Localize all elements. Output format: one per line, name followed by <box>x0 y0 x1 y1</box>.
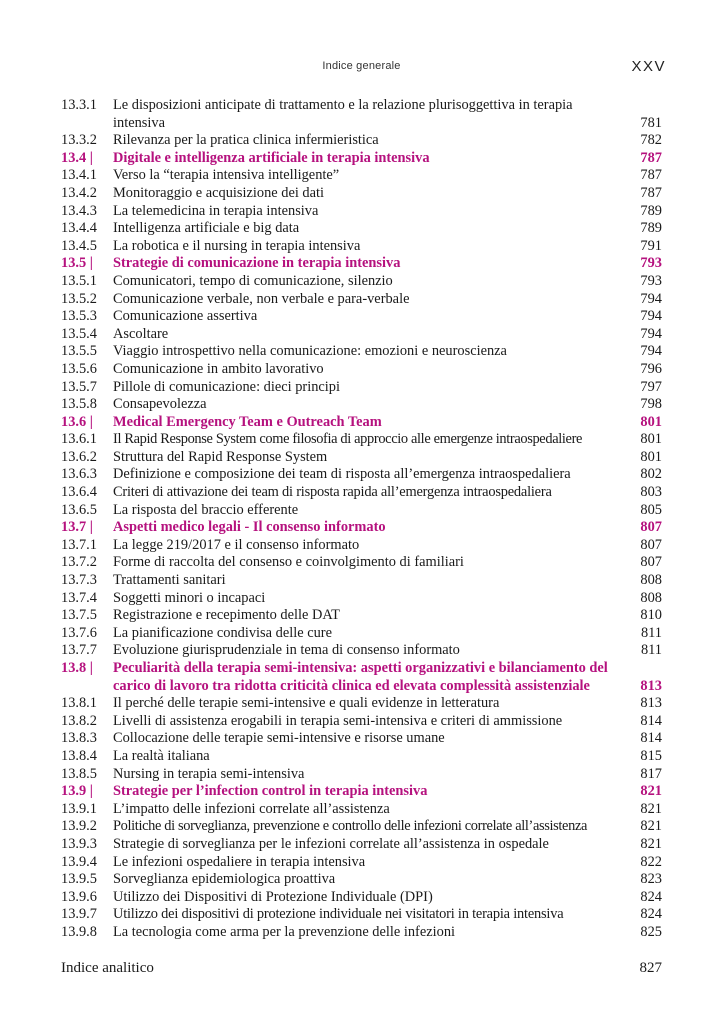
toc-entry-number: 13.9.1 <box>61 800 97 817</box>
toc-entry-title: Le disposizioni anticipate di trattamento e la relazione plurisoggettiva in terapia intensiva <box>113 97 573 131</box>
toc-entry-number: 13.8.3 <box>61 730 97 747</box>
toc-entry-page: 807 <box>640 536 662 553</box>
toc-entry-number: 13.8 | <box>61 660 93 676</box>
toc-entry-page: 801 <box>640 413 662 430</box>
toc-entry-number: 13.4.5 <box>61 237 97 254</box>
toc-entry-title: Strategie per l’infection control in terapia intensiva <box>113 783 428 800</box>
toc-entry-page: 794 <box>640 308 662 325</box>
toc-entry-page: 822 <box>640 853 662 870</box>
toc-subsection-entry[interactable] <box>61 854 662 872</box>
running-header-title: Indice generale <box>322 60 401 72</box>
toc-entry-number: 13.6 | <box>61 413 93 430</box>
toc-entry-page: 787 <box>640 167 662 184</box>
toc-entry-title: Digitale e intelligenza artificiale in terapia intensiva <box>113 149 430 166</box>
toc-entry-title: Strategie di comunicazione in terapia intensiva <box>113 255 401 272</box>
toc-section-entry[interactable] <box>61 414 662 432</box>
toc-entry-title: Comunicazione in ambito lavorativo <box>113 360 324 377</box>
toc-entry-title: Politiche di sorveglianza, prevenzione e controllo delle infezioni correlate all’assistenza <box>113 818 588 835</box>
toc-entry-page: 814 <box>640 730 662 747</box>
toc-entry-number: 13.4 | <box>61 149 93 166</box>
toc-entry-page: 823 <box>640 871 662 888</box>
toc-entry-page: 793 <box>640 255 662 272</box>
toc-entry-title: Sorveglianza epidemiologica proattiva <box>113 871 336 888</box>
toc-entry-title: Le infezioni ospedaliere in terapia intensiva <box>113 853 366 870</box>
toc-entry-title: La robotica e il nursing in terapia intensiva <box>113 237 361 254</box>
toc-subsection-entry[interactable] <box>61 871 662 889</box>
toc-entry-number: 13.5 | <box>61 255 93 272</box>
toc-subsection-entry[interactable] <box>61 590 662 608</box>
toc-entry-number: 13.8.5 <box>61 765 97 782</box>
toc-entry-page: 798 <box>640 396 662 413</box>
toc-entry-number: 13.4.2 <box>61 184 97 201</box>
toc-entry-number: 13.7.7 <box>61 642 97 659</box>
toc-subsection-entry[interactable] <box>61 466 662 484</box>
toc-entry-title: La pianificazione condivisa delle cure <box>113 624 332 641</box>
toc-subsection-entry[interactable] <box>61 326 662 344</box>
toc-entry-number: 13.4.1 <box>61 167 97 184</box>
toc-entry-page: 781 <box>640 114 662 131</box>
toc-entry-number: 13.9.6 <box>61 888 97 905</box>
toc-subsection-entry[interactable] <box>61 484 662 502</box>
toc-entry-number: 13.7.4 <box>61 589 97 606</box>
toc-entry-page: 825 <box>640 923 662 940</box>
toc-entry-title: Registrazione e recepimento delle DAT <box>113 607 340 624</box>
toc-entry-page: 821 <box>640 800 662 817</box>
toc-entry-title: La legge 219/2017 e il consenso informato <box>113 536 360 553</box>
toc-subsection-entry[interactable] <box>61 238 662 256</box>
toc-entry-page: 802 <box>640 466 662 483</box>
toc-entry-number: 13.5.8 <box>61 396 97 413</box>
toc-entry-page: 821 <box>640 835 662 852</box>
toc-subsection-entry[interactable] <box>61 291 662 309</box>
toc-entry-number: 13.9.4 <box>61 853 97 870</box>
toc-subsection-entry[interactable] <box>61 220 662 238</box>
toc-entry-title: La tecnologia come arma per la prevenzione delle infezioni <box>113 923 456 940</box>
toc-entry-page: 811 <box>640 624 662 641</box>
toc-entry-page: 811 <box>640 642 662 659</box>
toc-entry-page: 815 <box>640 747 662 764</box>
toc-subsection-entry[interactable] <box>61 554 662 572</box>
toc-entry-page: 796 <box>640 360 662 377</box>
toc-entry-page: 797 <box>640 378 662 395</box>
toc-entry-title: L’impatto delle infezioni correlate all’assistenza <box>113 800 390 817</box>
toc-entry-number: 13.9.8 <box>61 923 97 940</box>
toc-entry-title: Strategie di sorveglianza per le infezioni correlate all’assistenza in ospedale <box>113 835 549 852</box>
toc-subsection-entry[interactable] <box>61 836 662 854</box>
toc-entry-page: 793 <box>640 272 662 289</box>
toc-subsection-entry[interactable] <box>61 713 662 731</box>
running-header <box>0 58 723 78</box>
toc-entry-title: Utilizzo dei Dispositivi di Protezione Individuale (DPI) <box>113 888 433 905</box>
toc-subsection-entry[interactable] <box>61 730 662 748</box>
toc-entry-title: Medical Emergency Team e Outreach Team <box>113 413 382 430</box>
toc-entry-number: 13.5.6 <box>61 360 97 377</box>
toc-subsection-entry[interactable] <box>61 924 662 942</box>
toc-subsection-entry[interactable] <box>61 396 662 414</box>
toc-entry-title: Intelligenza artificiale e big data <box>113 220 300 237</box>
toc-entry-title: Rilevanza per la pratica clinica infermieristica <box>113 132 379 149</box>
toc-entry-number: 13.7 | <box>61 519 93 536</box>
toc-subsection-entry[interactable] <box>61 185 662 203</box>
toc-entry-number: 13.9.5 <box>61 871 97 888</box>
toc-entry-page: 807 <box>640 554 662 571</box>
toc-subsection-entry[interactable] <box>61 537 662 555</box>
toc-entry-title: Verso la “terapia intensiva intelligente” <box>113 167 340 184</box>
toc-entry-number: 13.5.4 <box>61 325 97 342</box>
toc-entry-number: 13.3.2 <box>61 132 97 149</box>
toc-entry-title: Viaggio introspettivo nella comunicazione: emozioni e neuroscienza <box>113 343 507 360</box>
toc-entry-number: 13.9.2 <box>61 818 97 835</box>
toc-entry-page: 824 <box>640 888 662 905</box>
toc-entry-number: 13.6.4 <box>61 484 97 501</box>
toc-entry-title: Comunicazione assertiva <box>113 308 258 325</box>
toc-entry-title: Comunicazione verbale, non verbale e para-verbale <box>113 290 410 307</box>
toc-entry-number: 13.9.3 <box>61 835 97 852</box>
toc-entry-title: Pillole di comunicazione: dieci principi <box>113 378 340 395</box>
toc-entry-title: Trattamenti sanitari <box>113 572 226 589</box>
toc-entry-title: La risposta del braccio efferente <box>113 501 299 518</box>
toc-subsection-entry[interactable] <box>61 889 662 907</box>
toc-entry-page: 813 <box>640 677 662 694</box>
toc-entry-page: 813 <box>640 695 662 712</box>
toc-entry-title: Forme di raccolta del consenso e coinvolgimento di familiari <box>113 554 464 571</box>
toc-subsection-entry[interactable] <box>61 203 662 221</box>
toc-entry-title: Soggetti minori o incapaci <box>113 589 266 606</box>
toc-entry-page: 787 <box>640 149 662 166</box>
toc-subsection-entry[interactable] <box>61 431 662 449</box>
toc-entry-number: 13.9 | <box>61 783 93 800</box>
toc-entry-title: Definizione e composizione dei team di risposta all’emergenza intraospedaliera <box>113 466 571 483</box>
toc-subsection-entry[interactable] <box>61 167 662 185</box>
toc-subsection-entry[interactable] <box>61 572 662 590</box>
toc-entry-page: 801 <box>640 448 662 465</box>
toc-entry-number: 13.7.1 <box>61 536 97 553</box>
toc-entry-title: Evoluzione giurisprudenziale in tema di consenso informato <box>113 642 460 659</box>
toc-entry-page: 824 <box>640 906 662 923</box>
toc-entry-title: Struttura del Rapid Response System <box>113 448 328 465</box>
toc-entry-number: 13.9.7 <box>61 906 97 923</box>
toc-entry-title: Il perché delle terapie semi-intensive e quali evidenze in letteratura <box>113 695 500 712</box>
toc-entry-title: Ascoltare <box>113 325 169 342</box>
toc-entry-page: 821 <box>640 783 662 800</box>
toc-subsection-entry[interactable] <box>61 449 662 467</box>
toc-subsection-entry[interactable] <box>61 695 662 713</box>
toc-entry-number: 13.7.5 <box>61 607 97 624</box>
toc-subsection-entry[interactable] <box>61 906 662 924</box>
toc-entry-number: 13.4.4 <box>61 220 97 237</box>
toc-section-entry[interactable] <box>61 255 662 273</box>
toc-entry-number: 13.4.3 <box>61 202 97 219</box>
toc-subsection-entry[interactable] <box>61 273 662 291</box>
toc-entry-number: 13.5.5 <box>61 343 97 360</box>
toc-subsection-entry[interactable] <box>61 379 662 397</box>
toc-subsection-entry[interactable] <box>61 361 662 379</box>
toc-entry-page: 827 <box>639 960 662 976</box>
toc-subsection-entry[interactable] <box>61 502 662 520</box>
toc-entry-title: Collocazione delle terapie semi-intensive e risorse umane <box>113 730 445 747</box>
toc-section-entry[interactable] <box>61 150 662 168</box>
toc-entry-number: 13.8.4 <box>61 747 97 764</box>
toc-entry-title: La telemedicina in terapia intensiva <box>113 202 319 219</box>
table-of-contents <box>61 97 662 942</box>
toc-entry-number: 13.8.2 <box>61 712 97 729</box>
toc-entry-number: 13.6.3 <box>61 466 97 483</box>
toc-entry-title: Aspetti medico legali - Il consenso informato <box>113 519 386 536</box>
toc-entry-page: 810 <box>640 607 662 624</box>
toc-entry-number: 13.8.1 <box>61 695 97 712</box>
toc-subsection-entry[interactable] <box>61 748 662 766</box>
toc-subsection-entry[interactable] <box>61 818 662 836</box>
toc-section-entry[interactable] <box>61 783 662 801</box>
toc-entry-number: 13.6.5 <box>61 501 97 518</box>
toc-subsection-entry[interactable] <box>61 801 662 819</box>
toc-entry-title: Livelli di assistenza erogabili in terapia semi-intensiva e criteri di ammissione <box>113 712 563 729</box>
toc-section-entry[interactable] <box>61 519 662 537</box>
toc-entry-page: 808 <box>640 572 662 589</box>
page-number-roman: XXV <box>631 58 666 75</box>
toc-entry-page: 807 <box>640 519 662 536</box>
toc-entry-title: Comunicatori, tempo di comunicazione, silenzio <box>113 272 393 289</box>
toc-entry-page: 817 <box>640 765 662 782</box>
toc-entry-page: 814 <box>640 712 662 729</box>
toc-entry-title: Monitoraggio e acquisizione dei dati <box>113 184 325 201</box>
toc-entry-page: 791 <box>640 237 662 254</box>
toc-subsection-entry[interactable] <box>61 343 662 361</box>
toc-entry-title: La realtà italiana <box>113 747 210 764</box>
toc-subsection-entry[interactable] <box>61 642 662 660</box>
toc-entry-page: 782 <box>640 132 662 149</box>
toc-entry-page: 794 <box>640 290 662 307</box>
toc-entry-page: 805 <box>640 501 662 518</box>
toc-entry-title: Il Rapid Response System come filosofia di approccio alle emergenze intraospedaliere <box>113 431 583 448</box>
toc-entry-title: Utilizzo dei dispositivi di protezione individuale nei visitatori in terapia intensiva <box>113 906 564 923</box>
toc-entry-number: 13.7.3 <box>61 572 97 589</box>
toc-subsection-entry[interactable] <box>61 766 662 784</box>
toc-entry-number: 13.6.2 <box>61 448 97 465</box>
toc-entry-title: Criteri di attivazione dei team di risposta rapida all’emergenza intraospedaliera <box>113 484 552 501</box>
toc-entry-page: 794 <box>640 343 662 360</box>
toc-entry-number: 13.7.2 <box>61 554 97 571</box>
toc-entry-title: Consapevolezza <box>113 396 207 413</box>
toc-entry-number: 13.5.2 <box>61 290 97 307</box>
toc-entry-page: 794 <box>640 325 662 342</box>
toc-entry-title: Peculiarità della terapia semi-intensiva: aspetti organizzativi e bilanciamento del carico di lavoro tra ridotta criticità clinica ed elevata complessità assistenziale <box>113 660 608 694</box>
toc-subsection-entry[interactable] <box>61 97 662 132</box>
toc-entry-page: 808 <box>640 589 662 606</box>
toc-entry-title: Indice analitico <box>61 960 154 976</box>
toc-entry-number: 13.5.1 <box>61 272 97 289</box>
toc-section-entry[interactable] <box>61 660 662 695</box>
toc-subsection-entry[interactable] <box>61 308 662 326</box>
toc-entry-page: 789 <box>640 202 662 219</box>
toc-entry-number: 13.5.7 <box>61 378 97 395</box>
toc-subsection-entry[interactable] <box>61 625 662 643</box>
toc-subsection-entry[interactable] <box>61 607 662 625</box>
toc-entry-title: Nursing in terapia semi-intensiva <box>113 765 305 782</box>
toc-entry-page: 787 <box>640 184 662 201</box>
toc-entry-number: 13.5.3 <box>61 308 97 325</box>
toc-entry-page: 801 <box>640 431 662 448</box>
toc-entry-page: 803 <box>640 484 662 501</box>
toc-entry-page: 789 <box>640 220 662 237</box>
toc-subsection-entry[interactable] <box>61 132 662 150</box>
toc-entry-number: 13.6.1 <box>61 431 97 448</box>
toc-entry-number: 13.3.1 <box>61 97 97 113</box>
toc-entry-number: 13.7.6 <box>61 624 97 641</box>
toc-entry-page: 821 <box>640 818 662 835</box>
